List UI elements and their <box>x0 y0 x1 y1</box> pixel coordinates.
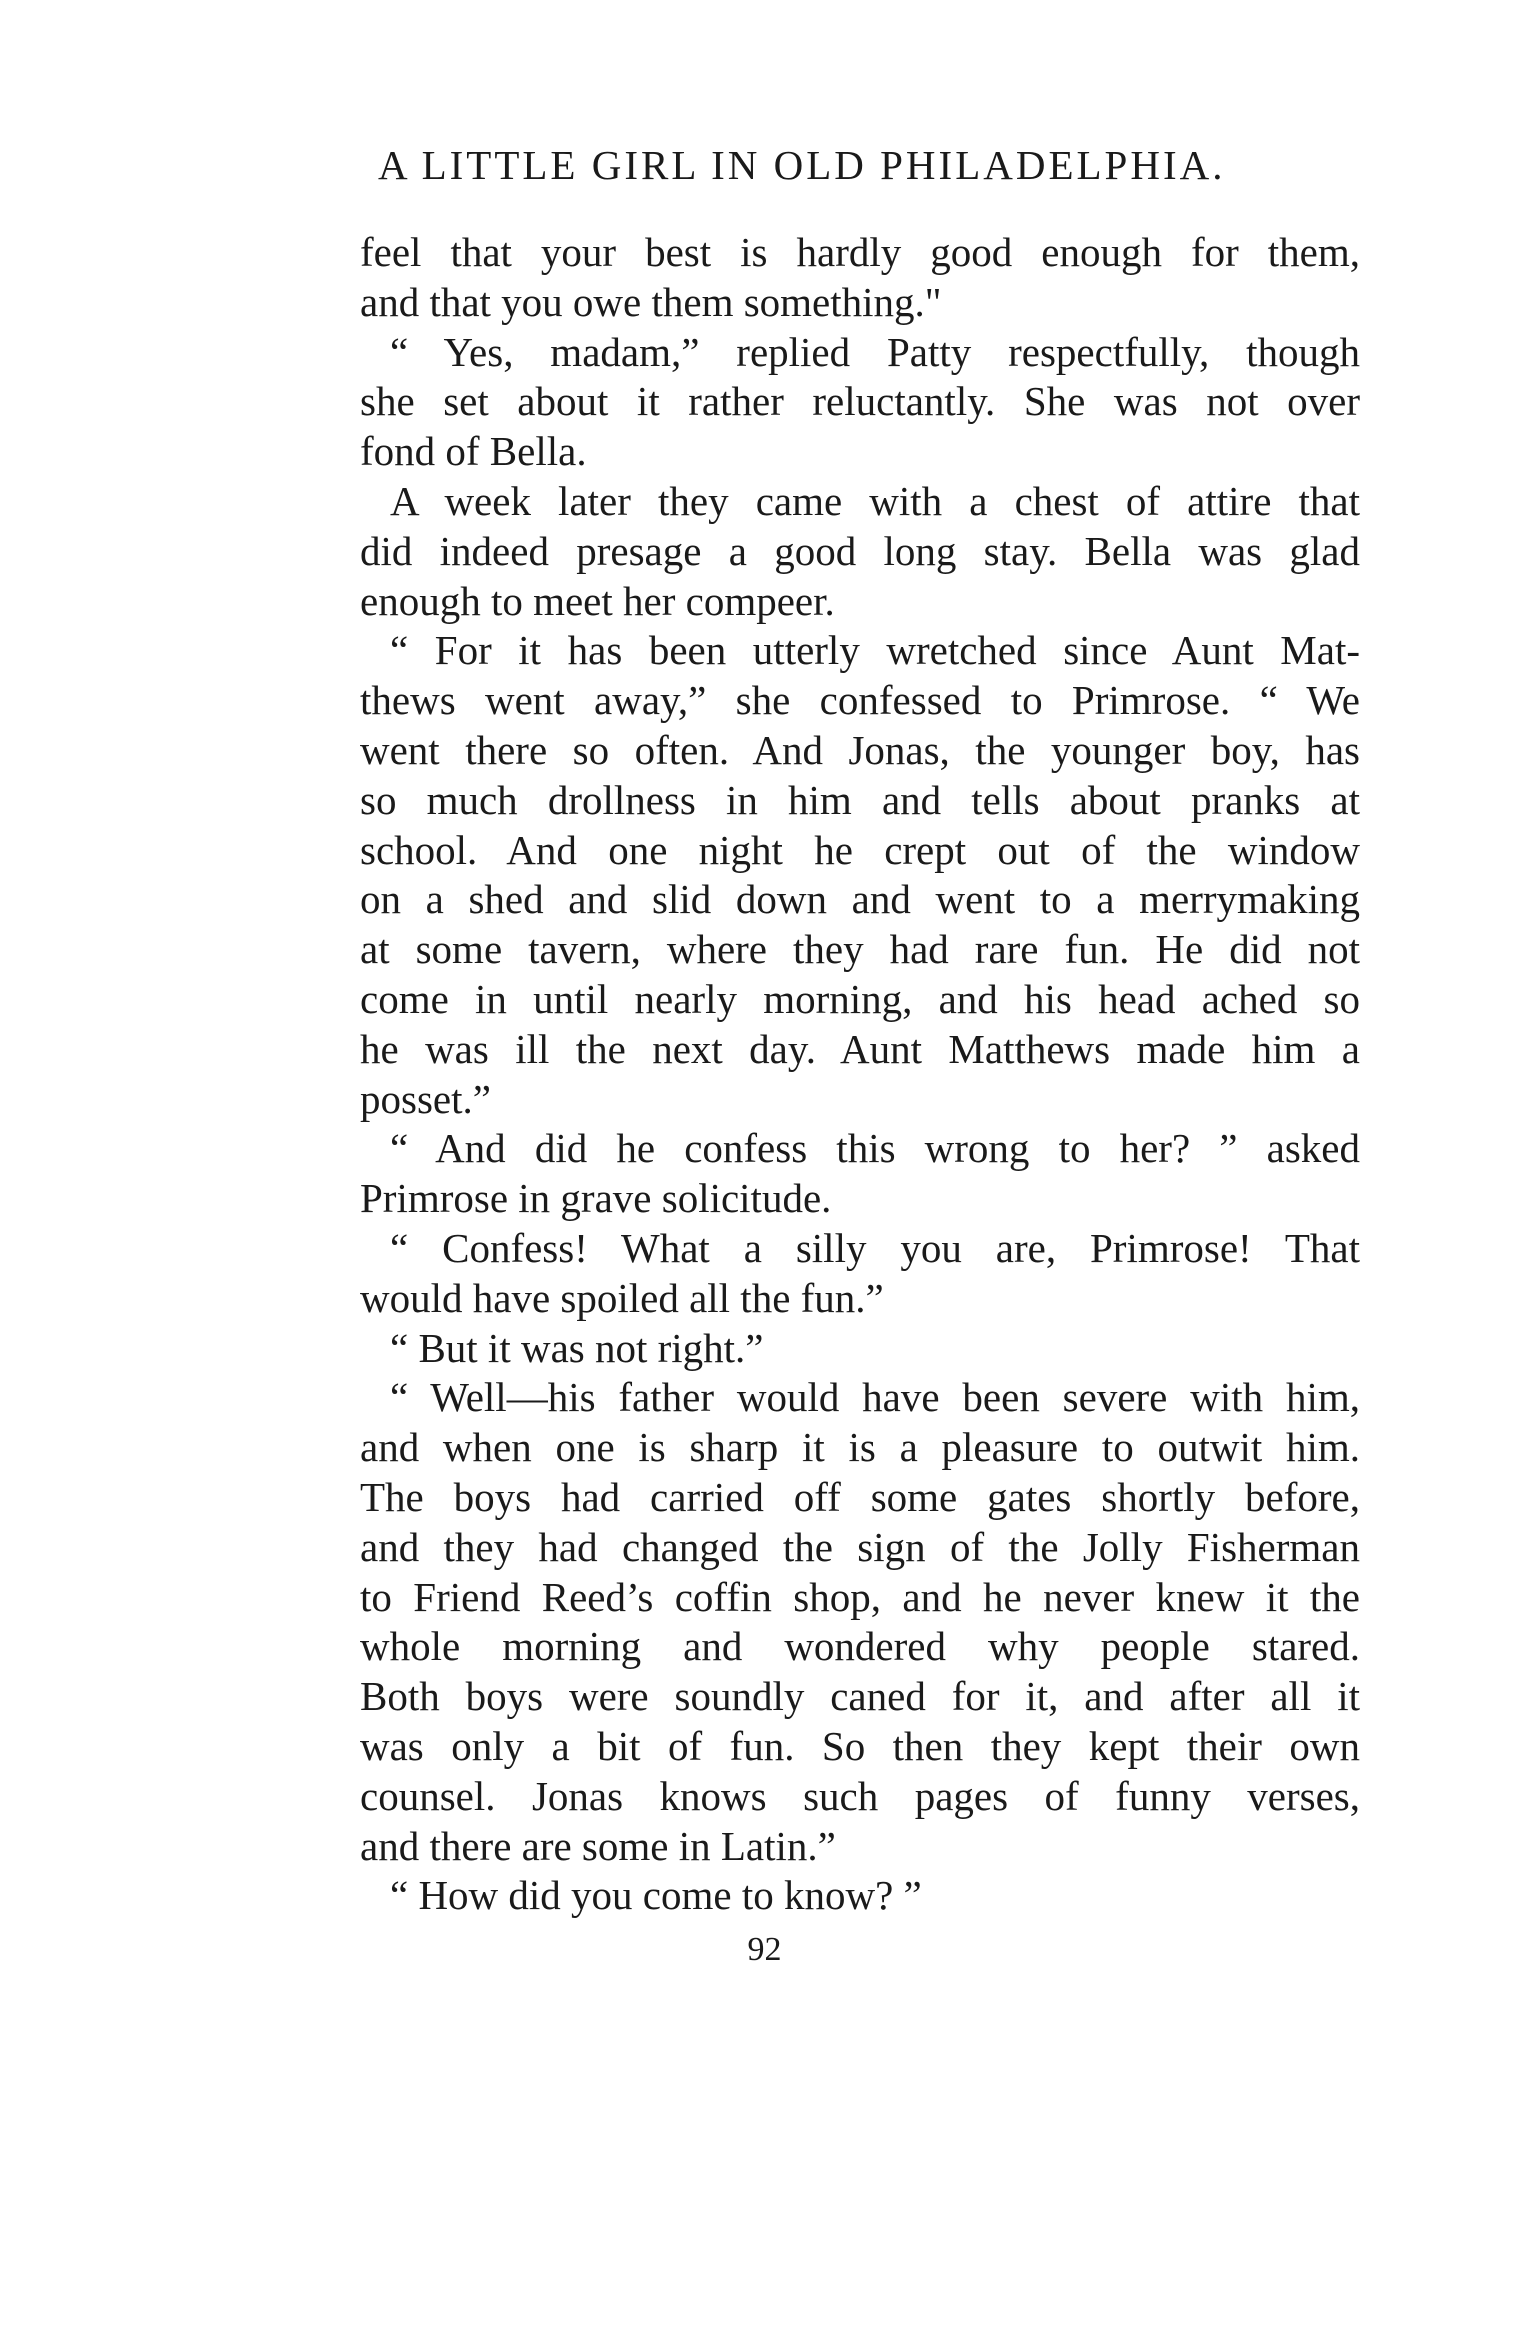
text-line: at some tavern, where they had rare fun. He did not <box>360 926 1360 973</box>
text-line: “ Confess! What a silly you are, Primrose! That <box>390 1224 1360 1271</box>
text-line: and they had changed the sign of the Jolly Fisherman <box>360 1523 1360 1570</box>
text-line: so much drollness in him and tells about pranks at <box>360 776 1360 823</box>
text-line: thews went away,” she confessed to Primrose. “ We <box>360 677 1360 724</box>
running-head: A LITTLE GIRL IN OLD PHILADELPHIA. <box>378 142 1226 188</box>
text-line: did indeed presage a good long stay. Bella was glad <box>360 527 1360 574</box>
text-line: “ Yes, madam,” replied Patty respectfully, though <box>390 328 1360 375</box>
text-line: The boys had carried off some gates shortly before, <box>360 1473 1360 1520</box>
text-line: and there are some in Latin.” <box>360 1822 836 1869</box>
text-line: A week later they came with a chest of attire that <box>390 477 1360 524</box>
text-line: she set about it rather reluctantly. She was not over <box>360 378 1360 425</box>
text-line: went there so often. And Jonas, the younger boy, has <box>360 726 1360 773</box>
text-line: on a shed and slid down and went to a merrymaking <box>360 876 1360 923</box>
text-line: and that you owe them something." <box>360 278 942 325</box>
text-line: and when one is sharp it is a pleasure to outwit him. <box>360 1424 1360 1471</box>
text-line: “ How did you come to know? ” <box>390 1872 922 1919</box>
text-line: he was ill the next day. Aunt Matthews made him a <box>360 1025 1360 1072</box>
text-line: whole morning and wondered why people stared. <box>360 1623 1360 1670</box>
text-line: to Friend Reed’s coffin shop, and he never knew it the <box>360 1573 1360 1620</box>
text-line: would have spoiled all the fun.” <box>360 1274 884 1321</box>
text-line: Both boys were soundly caned for it, and after all it <box>360 1673 1360 1720</box>
text-line: enough to meet her compeer. <box>360 577 835 624</box>
text-line: feel that your best is hardly good enough for them, <box>360 229 1360 275</box>
text-line: posset.” <box>360 1075 491 1122</box>
text-line: “ Well—his father would have been severe with him, <box>390 1374 1360 1421</box>
text-line: was only a bit of fun. So then they kept their own <box>360 1722 1360 1769</box>
text-line: counsel. Jonas knows such pages of funny verses, <box>360 1772 1360 1819</box>
text-line: Primrose in grave solicitude. <box>360 1175 832 1222</box>
text-line: school. And one night he crept out of the window <box>360 826 1360 873</box>
text-line: fond of Bella. <box>360 428 587 475</box>
body-text <box>360 228 1360 1921</box>
text-line: “ But it was not right.” <box>390 1324 764 1371</box>
page-number: 92 <box>747 1931 782 1968</box>
text-line: “ And did he confess this wrong to her? ” asked <box>390 1125 1360 1172</box>
text-line: “ For it has been utterly wretched since Aunt Mat- <box>390 627 1360 674</box>
text-line: come in until nearly morning, and his head ached so <box>360 975 1360 1022</box>
